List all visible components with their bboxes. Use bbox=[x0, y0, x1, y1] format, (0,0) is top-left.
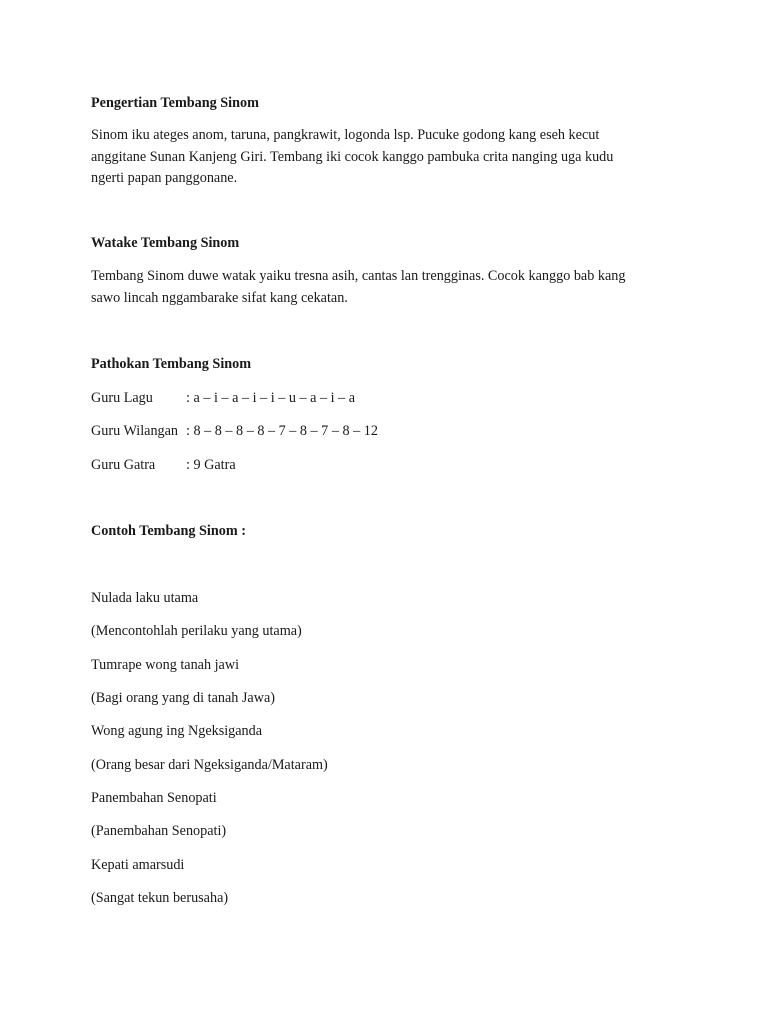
row-label: Guru Gatra bbox=[91, 457, 156, 473]
paragraph-line: sawo lincah nggambarake sifat kang cekatan. bbox=[91, 289, 348, 306]
row-guru-gatra bbox=[91, 456, 236, 474]
heading-pathokan: Pathokan Tembang Sinom bbox=[91, 356, 252, 372]
row-label: Guru Wilangan bbox=[91, 423, 179, 439]
paragraph-line: Sinom iku ateges anom, taruna, pangkrawit, logonda lsp. Pucuke godong kang eseh kecut bbox=[91, 127, 600, 143]
row-value: : a – i – a – i – i – u – a – i – a bbox=[186, 390, 356, 406]
heading-watake: Watake Tembang Sinom bbox=[91, 235, 240, 251]
row-value: : 9 Gatra bbox=[186, 457, 236, 473]
paragraph-line: ngerti papan panggonane. bbox=[91, 170, 238, 186]
heading-contoh: Contoh Tembang Sinom : bbox=[91, 523, 246, 539]
verse-line: Kepati amarsudi bbox=[91, 857, 185, 873]
verse-translation: (Sangat tekun berusaha) bbox=[91, 890, 229, 906]
paragraph-watake bbox=[91, 266, 681, 309]
document-page bbox=[91, 0, 691, 1024]
row-label: Guru Lagu bbox=[91, 390, 153, 406]
verse-line: Wong agung ing Ngeksiganda bbox=[91, 723, 263, 739]
paragraph-line: anggitane Sunan Kanjeng Giri. Tembang iki cocok kanggo pambuka crita nanging uga kudu bbox=[91, 148, 614, 165]
row-guru-wilangan bbox=[91, 422, 378, 440]
verse-translation: (Mencontohlah perilaku yang utama) bbox=[91, 623, 302, 639]
verse-line: Nulada laku utama bbox=[91, 590, 199, 606]
paragraph-pengertian bbox=[91, 125, 681, 190]
row-value: : 8 – 8 – 8 – 8 – 7 – 8 – 7 – 8 – 12 bbox=[186, 423, 378, 439]
paragraph-line: Tembang Sinom duwe watak yaiku tresna asih, cantas lan trengginas. Cocok kanggo bab kang bbox=[91, 268, 626, 284]
verse-line: Tumrape wong tanah jawi bbox=[91, 657, 240, 673]
verse-translation: (Bagi orang yang di tanah Jawa) bbox=[91, 690, 275, 706]
verse-translation: (Orang besar dari Ngeksiganda/Mataram) bbox=[91, 757, 328, 773]
verse-line: Panembahan Senopati bbox=[91, 790, 217, 806]
row-guru-lagu bbox=[91, 389, 355, 407]
verse-translation: (Panembahan Senopati) bbox=[91, 823, 227, 839]
heading-pengertian: Pengertian Tembang Sinom bbox=[91, 95, 259, 111]
